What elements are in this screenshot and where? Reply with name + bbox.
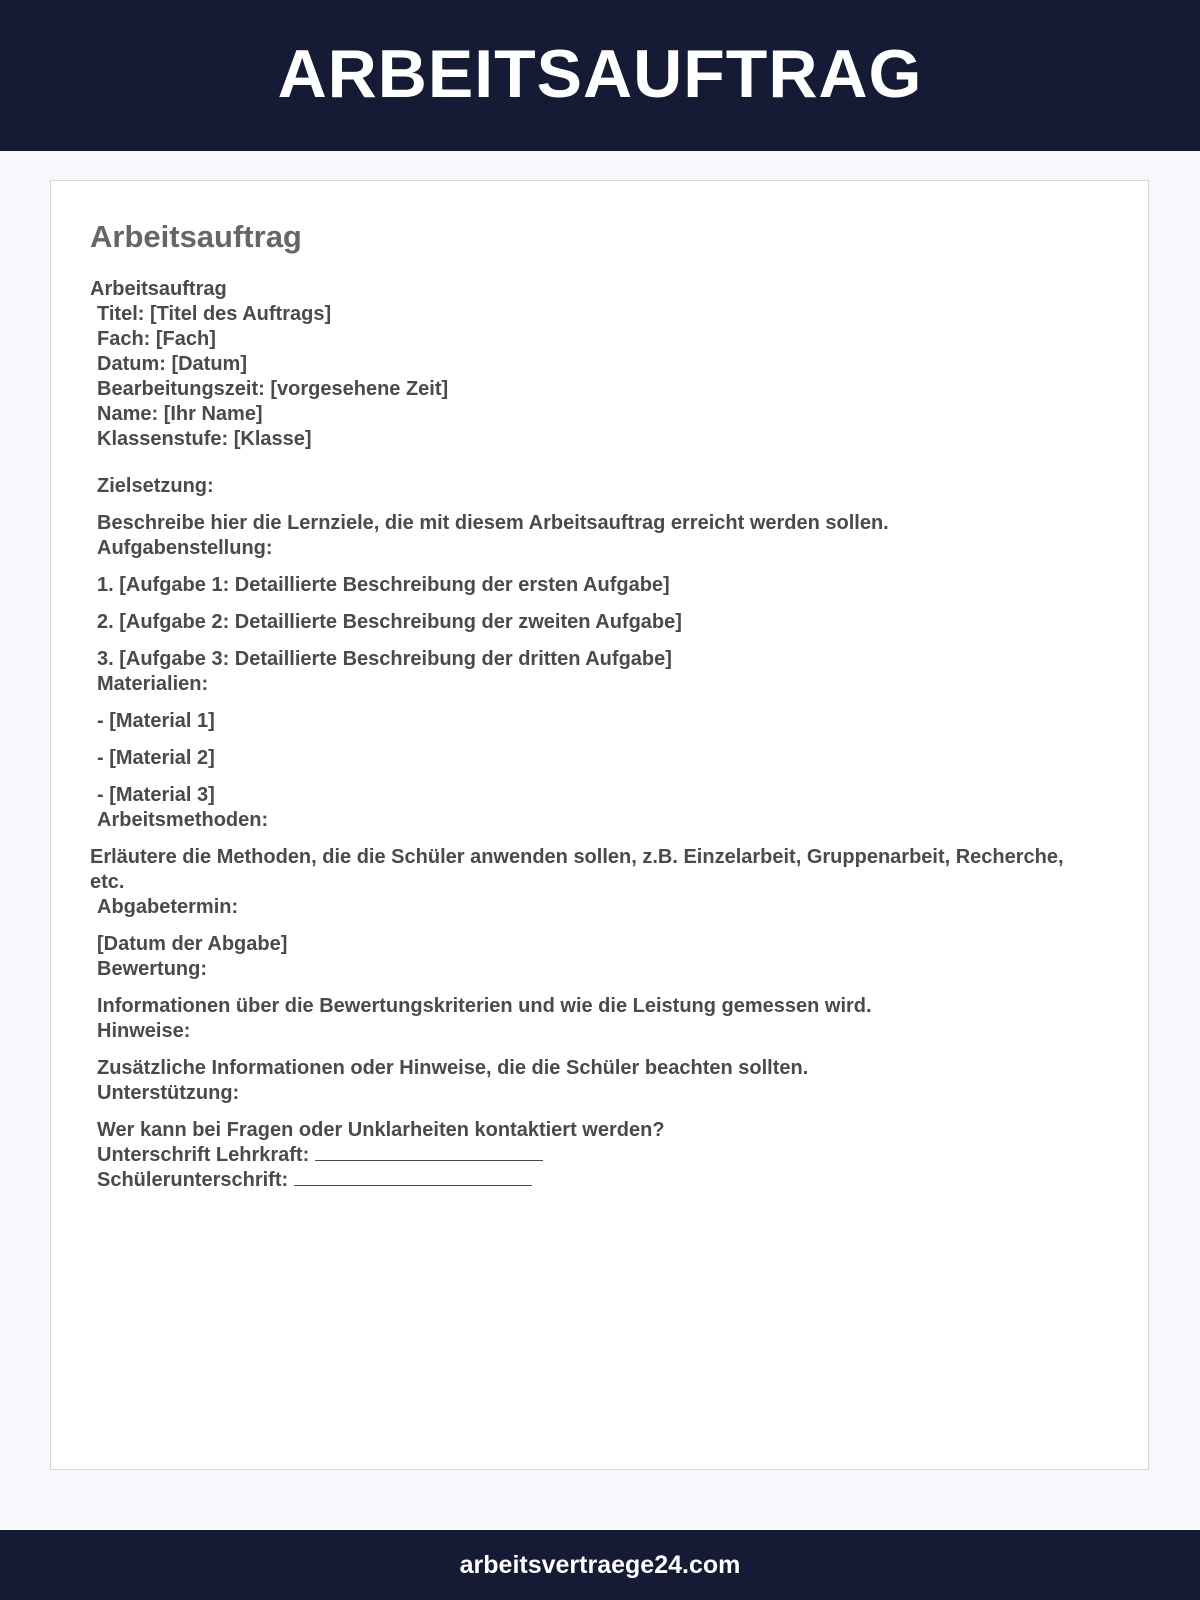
teacher-signature [90, 1143, 1100, 1168]
field-titel: Titel: [Titel des Auftrags] [97, 303, 332, 325]
bottom-banner [0, 1530, 1200, 1600]
field-fach: Fach: [Fach] [97, 328, 216, 350]
arbeitsmethoden-text: Erläutere die Methoden, die die Schüler anwenden sollen, z.B. Einzelarbeit, Gruppenarbeit, Recherche, etc. [90, 846, 1064, 893]
abgabetermin-text: [Datum der Abgabe] [97, 933, 288, 955]
unterstuetzung-label: Unterstützung: [97, 1082, 240, 1104]
top-banner [0, 0, 1200, 151]
teacher-signature-line [315, 1143, 543, 1161]
document-heading: Arbeitsauftrag [90, 219, 302, 254]
teacher-signature-label: Unterschrift Lehrkraft: [97, 1144, 310, 1166]
field-klassenstufe: Klassenstufe: [Klasse] [97, 428, 312, 450]
arbeitsmethoden-label: Arbeitsmethoden: [97, 809, 269, 831]
footer-site: arbeitsvertraege24.com [459, 1550, 741, 1579]
header-label: Arbeitsauftrag [90, 278, 227, 300]
student-signature [90, 1168, 1100, 1193]
zielsetzung-text: Beschreibe hier die Lernziele, die mit diesem Arbeitsauftrag erreicht werden sollen. [97, 512, 889, 534]
aufgabe-item: 2. [Aufgabe 2: Detaillierte Beschreibung der zweiten Aufgabe] [97, 611, 682, 633]
aufgabe-item: 3. [Aufgabe 3: Detaillierte Beschreibung der dritten Aufgabe] [97, 648, 672, 670]
field-datum: Datum: [Datum] [97, 353, 247, 375]
zielsetzung-label: Zielsetzung: [97, 475, 214, 497]
material-item: - [Material 3] [97, 784, 215, 806]
hinweise-text: Zusätzliche Informationen oder Hinweise, die die Schüler beachten sollten. [97, 1057, 809, 1079]
student-signature-line [294, 1168, 532, 1186]
unterstuetzung-text: Wer kann bei Fragen oder Unklarheiten kontaktiert werden? [97, 1119, 665, 1141]
abgabetermin-label: Abgabetermin: [97, 896, 239, 918]
bewertung-label: Bewertung: [97, 958, 207, 980]
materialien-label: Materialien: [97, 673, 209, 695]
material-item: - [Material 1] [97, 710, 215, 732]
banner-title: ARBEITSAUFTRAG [277, 35, 923, 112]
document-card [50, 180, 1149, 1470]
document-body [90, 277, 1100, 1193]
aufgabenstellung-label: Aufgabenstellung: [97, 537, 273, 559]
hinweise-label: Hinweise: [97, 1020, 191, 1042]
aufgabe-item: 1. [Aufgabe 1: Detaillierte Beschreibung der ersten Aufgabe] [97, 574, 670, 596]
student-signature-label: Schülerunterschrift: [97, 1169, 289, 1191]
bewertung-text: Informationen über die Bewertungskriterien und wie die Leistung gemessen wird. [97, 995, 872, 1017]
material-item: - [Material 2] [97, 747, 215, 769]
field-name: Name: [Ihr Name] [97, 403, 263, 425]
field-bearbeitungszeit: Bearbeitungszeit: [vorgesehene Zeit] [97, 378, 449, 400]
